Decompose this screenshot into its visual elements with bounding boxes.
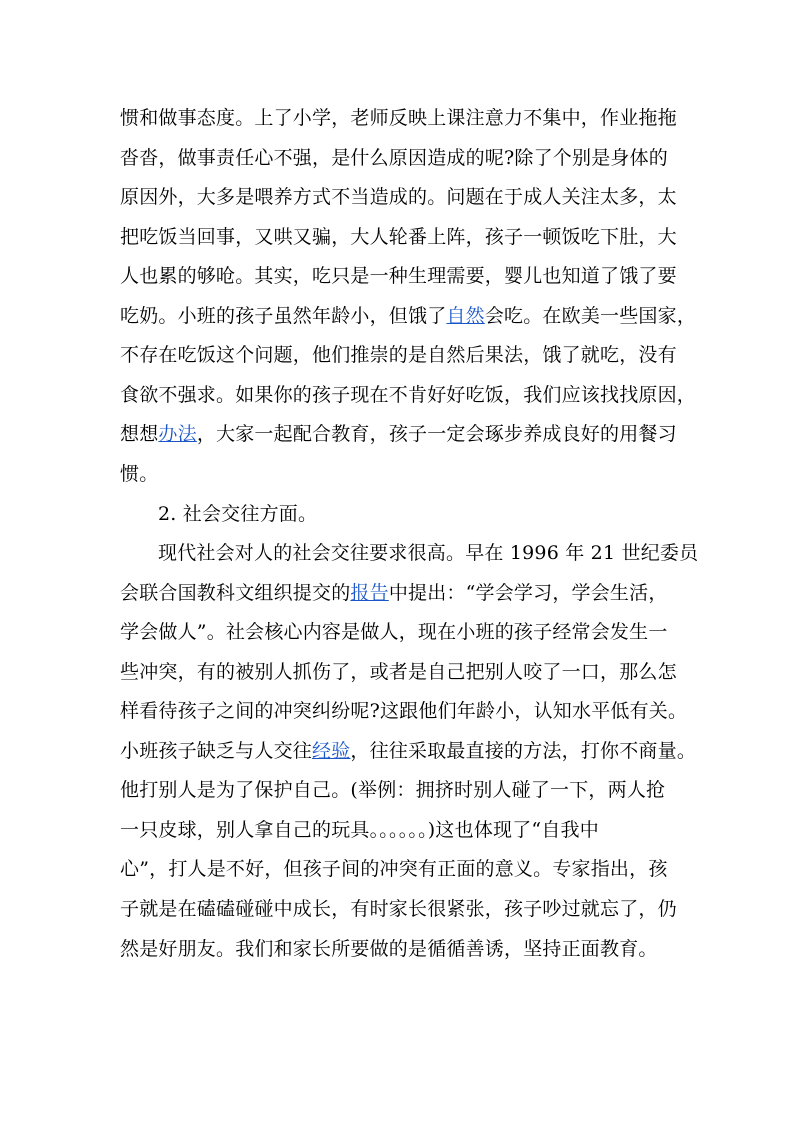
- text-line: [120, 857, 668, 881]
- inline-link[interactable]: 自然: [446, 304, 485, 327]
- text-segment: 些冲突，有的被别人抓伤了，或者是自己把别人咬了一口，那么怎: [120, 660, 677, 683]
- text-segment: 一只皮球，别人拿自己的玩具。。。。。。)这也体现了“自我中: [120, 818, 599, 841]
- text-segment: 中提出：“学会学习，学会生活，: [388, 581, 668, 604]
- text-segment: ，大家一起配合教育，孩子一定会琢步养成良好的用餐习: [196, 423, 677, 446]
- text-segment: 人也累的够呛。其实，吃只是一种生理需要，婴儿也知道了饿了要: [120, 265, 677, 288]
- text-segment: 学会做人”。社会核心内容是做人，现在小班的孩子经常会发生一: [120, 621, 668, 644]
- text-line: [120, 264, 677, 288]
- text-segment: 样看待孩子之间的冲突纠纷呢?这跟他们年龄小，认知水平低有关。: [120, 700, 688, 723]
- text-segment: 把吃饭当回事，又哄又骗，大人轮番上阵，孩子一顿饭吃下肚，大: [120, 225, 677, 248]
- text-line: [120, 343, 677, 367]
- text-segment: 原因外，大多是喂养方式不当造成的。问题在于成人关注太多，太: [120, 186, 677, 209]
- text-segment: 惯和做事态度。上了小学，老师反映上课注意力不集中，作业拖拖: [120, 107, 677, 129]
- text-segment: 心”，打人是不好，但孩子间的冲突有正面的意义。专家指出，孩: [120, 858, 668, 881]
- text-segment: 沓沓，做事责任心不强，是什么原因造成的呢?除了个别是身体的: [120, 146, 668, 169]
- text-segment: 食欲不强求。如果你的孩子现在不肯好好吃饭，我们应该找找原因，: [120, 383, 697, 406]
- text-line: [120, 778, 665, 802]
- text-line: [120, 383, 696, 407]
- text-segment: 然是好朋友。我们和家长所要做的是循循善诱，坚持正面教育。: [120, 937, 658, 960]
- text-segment: 他打别人是为了保护自己。(举例：拥挤时别人碰了一下，两人抢: [120, 779, 666, 802]
- text-segment: 现代社会对人的社会交往要求很高。早在 1996 年 21 世纪委员: [158, 542, 699, 565]
- text-segment: 不存在吃饭这个问题，他们推崇的是自然后果法，饿了就吃，没有: [120, 344, 677, 367]
- text-line: [120, 225, 677, 249]
- text-segment: 吃奶。小班的孩子虽然年龄小，但饿了: [120, 304, 447, 327]
- inline-link[interactable]: 办法: [158, 423, 197, 446]
- text-line: [120, 422, 677, 446]
- text-line: [120, 818, 599, 842]
- text-line: [120, 462, 158, 486]
- text-segment: 子就是在磕磕碰碰中成长，有时家长很紧张，孩子吵过就忘了，仍: [120, 898, 677, 920]
- text-line: [158, 541, 698, 565]
- text-segment: 2. 社会交往方面。: [158, 502, 318, 525]
- inline-link[interactable]: 报告: [350, 581, 389, 604]
- text-line: [120, 660, 677, 684]
- text-line: [120, 739, 696, 763]
- text-line: [158, 502, 317, 526]
- inline-link[interactable]: 经验: [312, 739, 351, 762]
- text-line: [120, 106, 677, 130]
- text-segment: 会吃。在欧美一些国家，: [484, 304, 697, 327]
- text-line: [120, 699, 687, 723]
- text-segment: 想想: [120, 423, 159, 446]
- text-line: [120, 620, 668, 644]
- text-line: [120, 304, 696, 328]
- text-segment: 会联合国教科文组织提交的: [120, 581, 351, 604]
- text-line: [120, 581, 668, 605]
- text-line: [120, 937, 658, 961]
- text-segment: 小班孩子缺乏与人交往: [120, 739, 313, 762]
- text-line: [120, 897, 677, 921]
- text-line: [120, 146, 668, 170]
- text-segment: 惯。: [120, 462, 159, 485]
- text-segment: ，往往采取最直接的方法，打你不商量。: [350, 739, 697, 762]
- text-line: [120, 185, 677, 209]
